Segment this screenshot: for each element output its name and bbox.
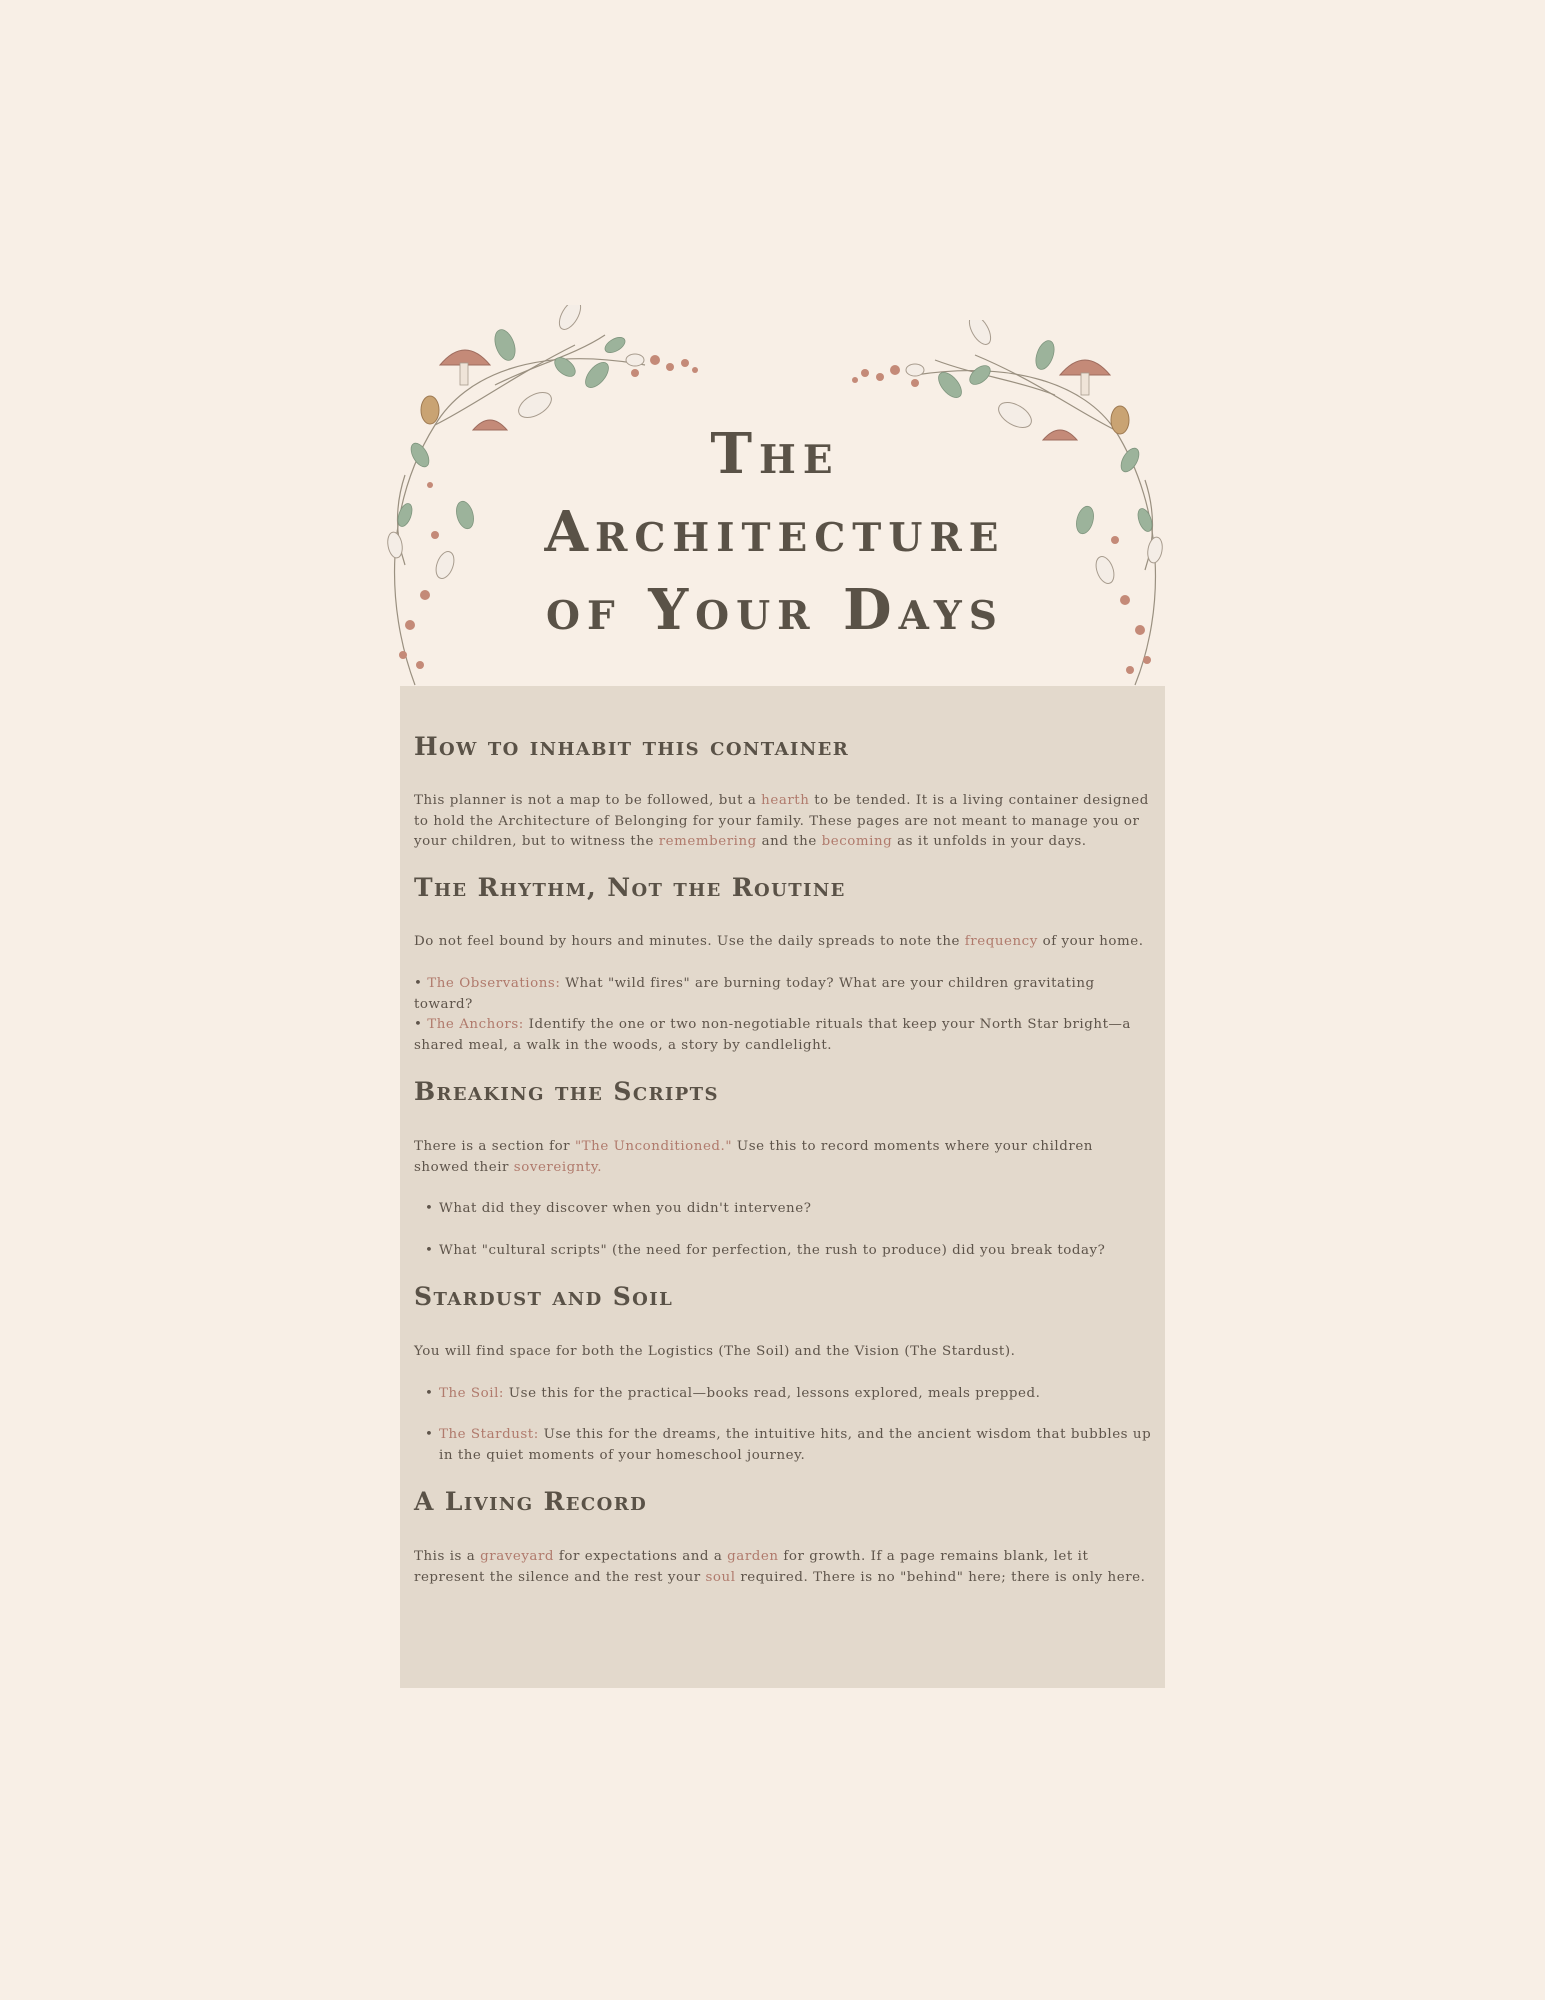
anchors-label: The Anchors: bbox=[427, 1017, 524, 1032]
text: to be tended. It is a living container designed to hold the Architecture of Belonging for your family. These pages are not meant to manage you or your children, but to witness the bbox=[414, 793, 1149, 849]
text: for growth. If a page remains blank, let it represent the silence and the rest your bbox=[414, 1549, 1089, 1585]
title-line-3: of Your Days bbox=[546, 577, 1004, 643]
paragraph-record bbox=[414, 1547, 1152, 1588]
text: for expectations and a bbox=[554, 1549, 728, 1564]
stardust-label: The Stardust: bbox=[439, 1427, 539, 1442]
highlight-frequency: frequency bbox=[964, 934, 1038, 949]
content-panel bbox=[400, 686, 1165, 1688]
text: This planner is not a map to be followed, but a bbox=[414, 793, 762, 808]
highlight-becoming: becoming bbox=[821, 834, 893, 849]
heading-record: A Living Record bbox=[414, 1487, 648, 1516]
heading-scripts: Breaking the Scripts bbox=[414, 1077, 719, 1106]
text: of your home. bbox=[1037, 934, 1144, 949]
title-line-2: Architecture bbox=[544, 499, 1006, 565]
paragraph-scripts bbox=[414, 1137, 1152, 1178]
highlight-graveyard: graveyard bbox=[480, 1549, 555, 1564]
paragraph-inhabit bbox=[414, 791, 1152, 853]
text: and the bbox=[756, 834, 822, 849]
observations-item: • The Observations: What "wild fires" are burning today? What are your children gravitating toward? bbox=[414, 976, 1095, 1012]
paragraph-stardust: You will find space for both the Logistics (The Soil) and the Vision (The Stardust). bbox=[414, 1344, 1016, 1359]
text: Do not feel bound by hours and minutes. Use the daily spreads to note the bbox=[414, 934, 965, 949]
anchors-item: • The Anchors: Identify the one or two non-negotiable rituals that keep your North Star bright—a shared meal, a walk in the woods, a story by candlelight. bbox=[414, 1017, 1131, 1053]
text: This is a bbox=[414, 1549, 481, 1564]
text: required. There is no "behind" here; there is only here. bbox=[735, 1569, 1146, 1585]
highlight-remembering: remembering bbox=[658, 834, 757, 849]
highlight-unconditioned: "The Unconditioned." bbox=[574, 1139, 733, 1154]
heading-inhabit: How to inhabit this container bbox=[414, 732, 850, 761]
highlight-garden: garden bbox=[727, 1549, 779, 1564]
text: There is a section for bbox=[414, 1139, 575, 1154]
list-item-soil bbox=[425, 1384, 1166, 1405]
list-item: • What "cultural scripts" (the need for perfection, the rush to produce) did you break today? bbox=[425, 1241, 1166, 1262]
page-title bbox=[500, 415, 1050, 649]
paragraph-rhythm bbox=[414, 932, 1152, 953]
title-line-1: The bbox=[710, 421, 840, 487]
text: Use this for the dreams, the intuitive hits, and the ancient wisdom that bubbles up in the quiet moments of your homeschool journey. bbox=[439, 1427, 1152, 1463]
highlight-hearth: hearth bbox=[761, 793, 810, 808]
text: as it unfolds in your days. bbox=[892, 834, 1087, 849]
highlight-soul: soul bbox=[705, 1569, 736, 1585]
observations-label: The Observations: bbox=[427, 976, 561, 991]
heading-stardust: Stardust and Soil bbox=[414, 1282, 674, 1311]
text: Use this for the practical—books read, lessons explored, meals prepped. bbox=[504, 1386, 1041, 1401]
heading-rhythm: The Rhythm, Not the Routine bbox=[414, 873, 846, 902]
list-item: • What did they discover when you didn't intervene? bbox=[425, 1199, 1166, 1220]
highlight-sovereignty: sovereignty. bbox=[513, 1159, 603, 1175]
list-item-stardust bbox=[425, 1425, 1166, 1466]
text: Use this to record moments where your children showed their bbox=[414, 1139, 1093, 1175]
text: What "wild fires" are burning today? What are your children gravitating toward? bbox=[414, 976, 1095, 1012]
text: Identify the one or two non-negotiable rituals that keep your North Star bright—a shared meal, a walk in the woods, a story by candlelight. bbox=[414, 1017, 1131, 1053]
soil-label: The Soil: bbox=[439, 1386, 504, 1401]
